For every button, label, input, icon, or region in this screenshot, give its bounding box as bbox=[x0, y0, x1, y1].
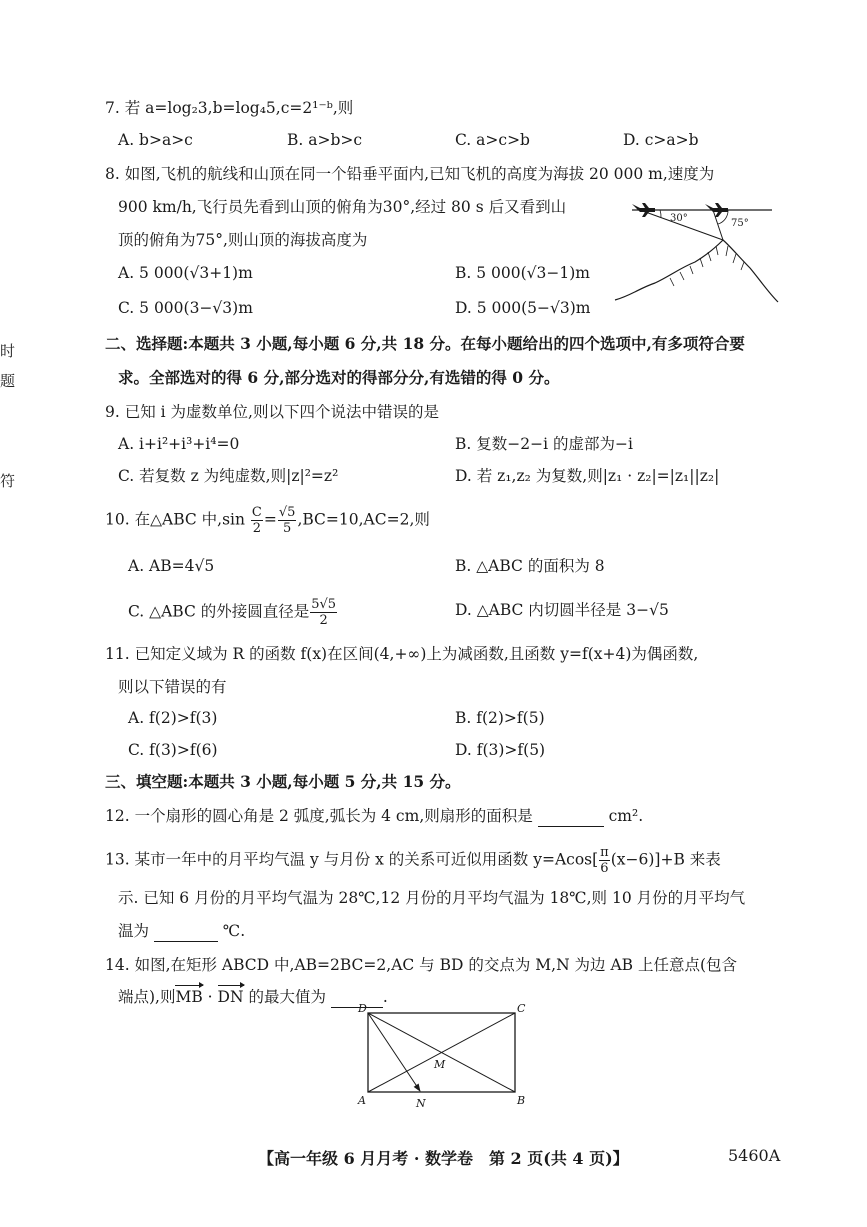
angle-30-label: 30° bbox=[670, 213, 688, 224]
q10-option-a: A. AB=4√5 bbox=[128, 557, 215, 575]
q11-option-a: A. f(2)>f(3) bbox=[128, 709, 218, 727]
q10-frac-sqrt5-over-5: $\frac{√5}{5}$ bbox=[278, 505, 296, 536]
q7-stem: 7. 若 a=log₂3,b=log₄5,c=2¹⁻ᵇ,则 bbox=[105, 99, 354, 117]
q10-option-d: D. △ABC 内切圆半径是 3−√5 bbox=[455, 601, 669, 619]
q10-frac-c-over-2: $\frac{C}{2}$ bbox=[251, 505, 262, 536]
q14-figure bbox=[350, 1000, 535, 1110]
q9-stem: 9. 已知 i 为虚数单位,则以下四个说法中错误的是 bbox=[105, 403, 439, 421]
mountain-outline bbox=[615, 240, 778, 302]
label-d: D bbox=[358, 1002, 367, 1015]
q8-option-a: A. 5 000(√3+1)m bbox=[118, 264, 253, 282]
label-m: M bbox=[434, 1058, 446, 1071]
q10-stem: 10. 在△ABC 中,sin $\frac{C}{2}$ = $\frac{√5}{5}$ ,BC=10,AC=2,则 bbox=[105, 505, 430, 536]
label-n: N bbox=[416, 1097, 426, 1110]
q8-option-c: C. 5 000(3−√3)m bbox=[118, 299, 253, 317]
page-footer-code: 5460A bbox=[728, 1146, 781, 1165]
section-2-header-line1: 二、选择题:本题共 3 小题,每小题 6 分,共 18 分。在每小题给出的四个选项中,有多项符合要 bbox=[105, 334, 745, 353]
q10-frac-option-c: $\frac{5√5}{2}$ bbox=[311, 597, 337, 628]
q8-figure bbox=[610, 188, 780, 308]
q11-option-c: C. f(3)>f(6) bbox=[128, 741, 218, 759]
q11-option-b: B. f(2)>f(5) bbox=[455, 709, 545, 727]
q7-option-d: D. c>a>b bbox=[623, 131, 699, 149]
q9-option-c: C. 若复数 z 为纯虚数,则|z|²=z² bbox=[118, 467, 339, 485]
q7-option-b: B. a>b>c bbox=[287, 131, 363, 149]
q11-line2: 则以下错误的有 bbox=[118, 678, 227, 696]
q11-option-d: D. f(3)>f(5) bbox=[455, 741, 546, 759]
q12-answer-blank[interactable] bbox=[538, 806, 604, 827]
mountain-hatching bbox=[670, 246, 744, 286]
q13-line3: 温为 ℃. bbox=[118, 922, 246, 940]
q12: 12. 一个扇形的圆心角是 2 弧度,弧长为 4 cm,则扇形的面积是 cm². bbox=[105, 807, 644, 825]
margin-char-1: 时 bbox=[0, 342, 16, 360]
q7-option-c: C. a>c>b bbox=[455, 131, 530, 149]
q14-line1: 14. 如图,在矩形 ABCD 中,AB=2BC=2,AC 与 BD 的交点为 M,N 为边 AB 上任意点(包含 bbox=[105, 956, 738, 974]
q7-option-a: A. b>a>c bbox=[118, 131, 193, 149]
label-a: A bbox=[358, 1094, 366, 1107]
q8-line3: 顶的俯角为75°,则山顶的海拔高度为 bbox=[118, 231, 368, 249]
q9-option-a: A. i+i²+i³+i⁴=0 bbox=[118, 435, 240, 453]
section-3-header: 三、填空题:本题共 3 小题,每小题 5 分,共 15 分。 bbox=[105, 772, 461, 791]
q9-option-d: D. 若 z₁,z₂ 为复数,则|z₁ · z₂|=|z₁||z₂| bbox=[455, 467, 720, 485]
label-c: C bbox=[517, 1002, 526, 1015]
q8-option-b: B. 5 000(√3−1)m bbox=[455, 264, 590, 282]
q8-option-d: D. 5 000(5−√3)m bbox=[455, 299, 591, 317]
q13-frac-pi-over-6: $\frac{\pi}{6}$ bbox=[600, 845, 609, 876]
margin-char-2: 题 bbox=[0, 372, 16, 390]
vector-mb: MB bbox=[175, 983, 202, 1007]
q13-answer-blank[interactable] bbox=[154, 921, 218, 942]
page-footer-title: 【高一年级 6 月月考 · 数学卷 第 2 页(共 4 页)】 bbox=[258, 1149, 629, 1168]
vector-dn: DN bbox=[218, 983, 244, 1007]
margin-char-3: 符 bbox=[0, 472, 16, 490]
q10-option-c: C. △ABC 的外接圆直径是 $\frac{5√5}{2}$ bbox=[128, 597, 337, 628]
segment-dn-arrow bbox=[368, 1013, 420, 1091]
angle-75-label: 75° bbox=[731, 218, 749, 229]
q8-line1: 8. 如图,飞机的航线和山顶在同一个铅垂平面内,已知飞机的高度为海拔 20 000 m,速度为 bbox=[105, 165, 715, 183]
q11-line1: 11. 已知定义域为 R 的函数 f(x)在区间(4,+∞)上为减函数,且函数 y=f(x+4)为偶函数, bbox=[105, 645, 699, 663]
q8-line2: 900 km/h,飞行员先看到山顶的俯角为30°,经过 80 s 后又看到山 bbox=[118, 198, 567, 216]
section-2-header-line2: 求。全部选对的得 6 分,部分选对的得部分分,有选错的得 0 分。 bbox=[118, 368, 560, 387]
q10-option-b: B. △ABC 的面积为 8 bbox=[455, 557, 605, 575]
q13-line2: 示. 已知 6 月份的月平均气温为 28℃,12 月份的月平均气温为 18℃,则 10 月份的月平均气 bbox=[118, 889, 746, 907]
q14-line2: 端点),则MB · DN 的最大值为 . bbox=[118, 983, 388, 1008]
label-b: B bbox=[517, 1094, 526, 1107]
q13-line1: 13. 某市一年中的月平均气温 y 与月份 x 的关系可近似用函数 y=Acos[ $\frac{\pi}{6}$ (x−6)]+B 来表 bbox=[105, 845, 721, 876]
q9-option-b: B. 复数−2−i 的虚部为−i bbox=[455, 435, 633, 453]
